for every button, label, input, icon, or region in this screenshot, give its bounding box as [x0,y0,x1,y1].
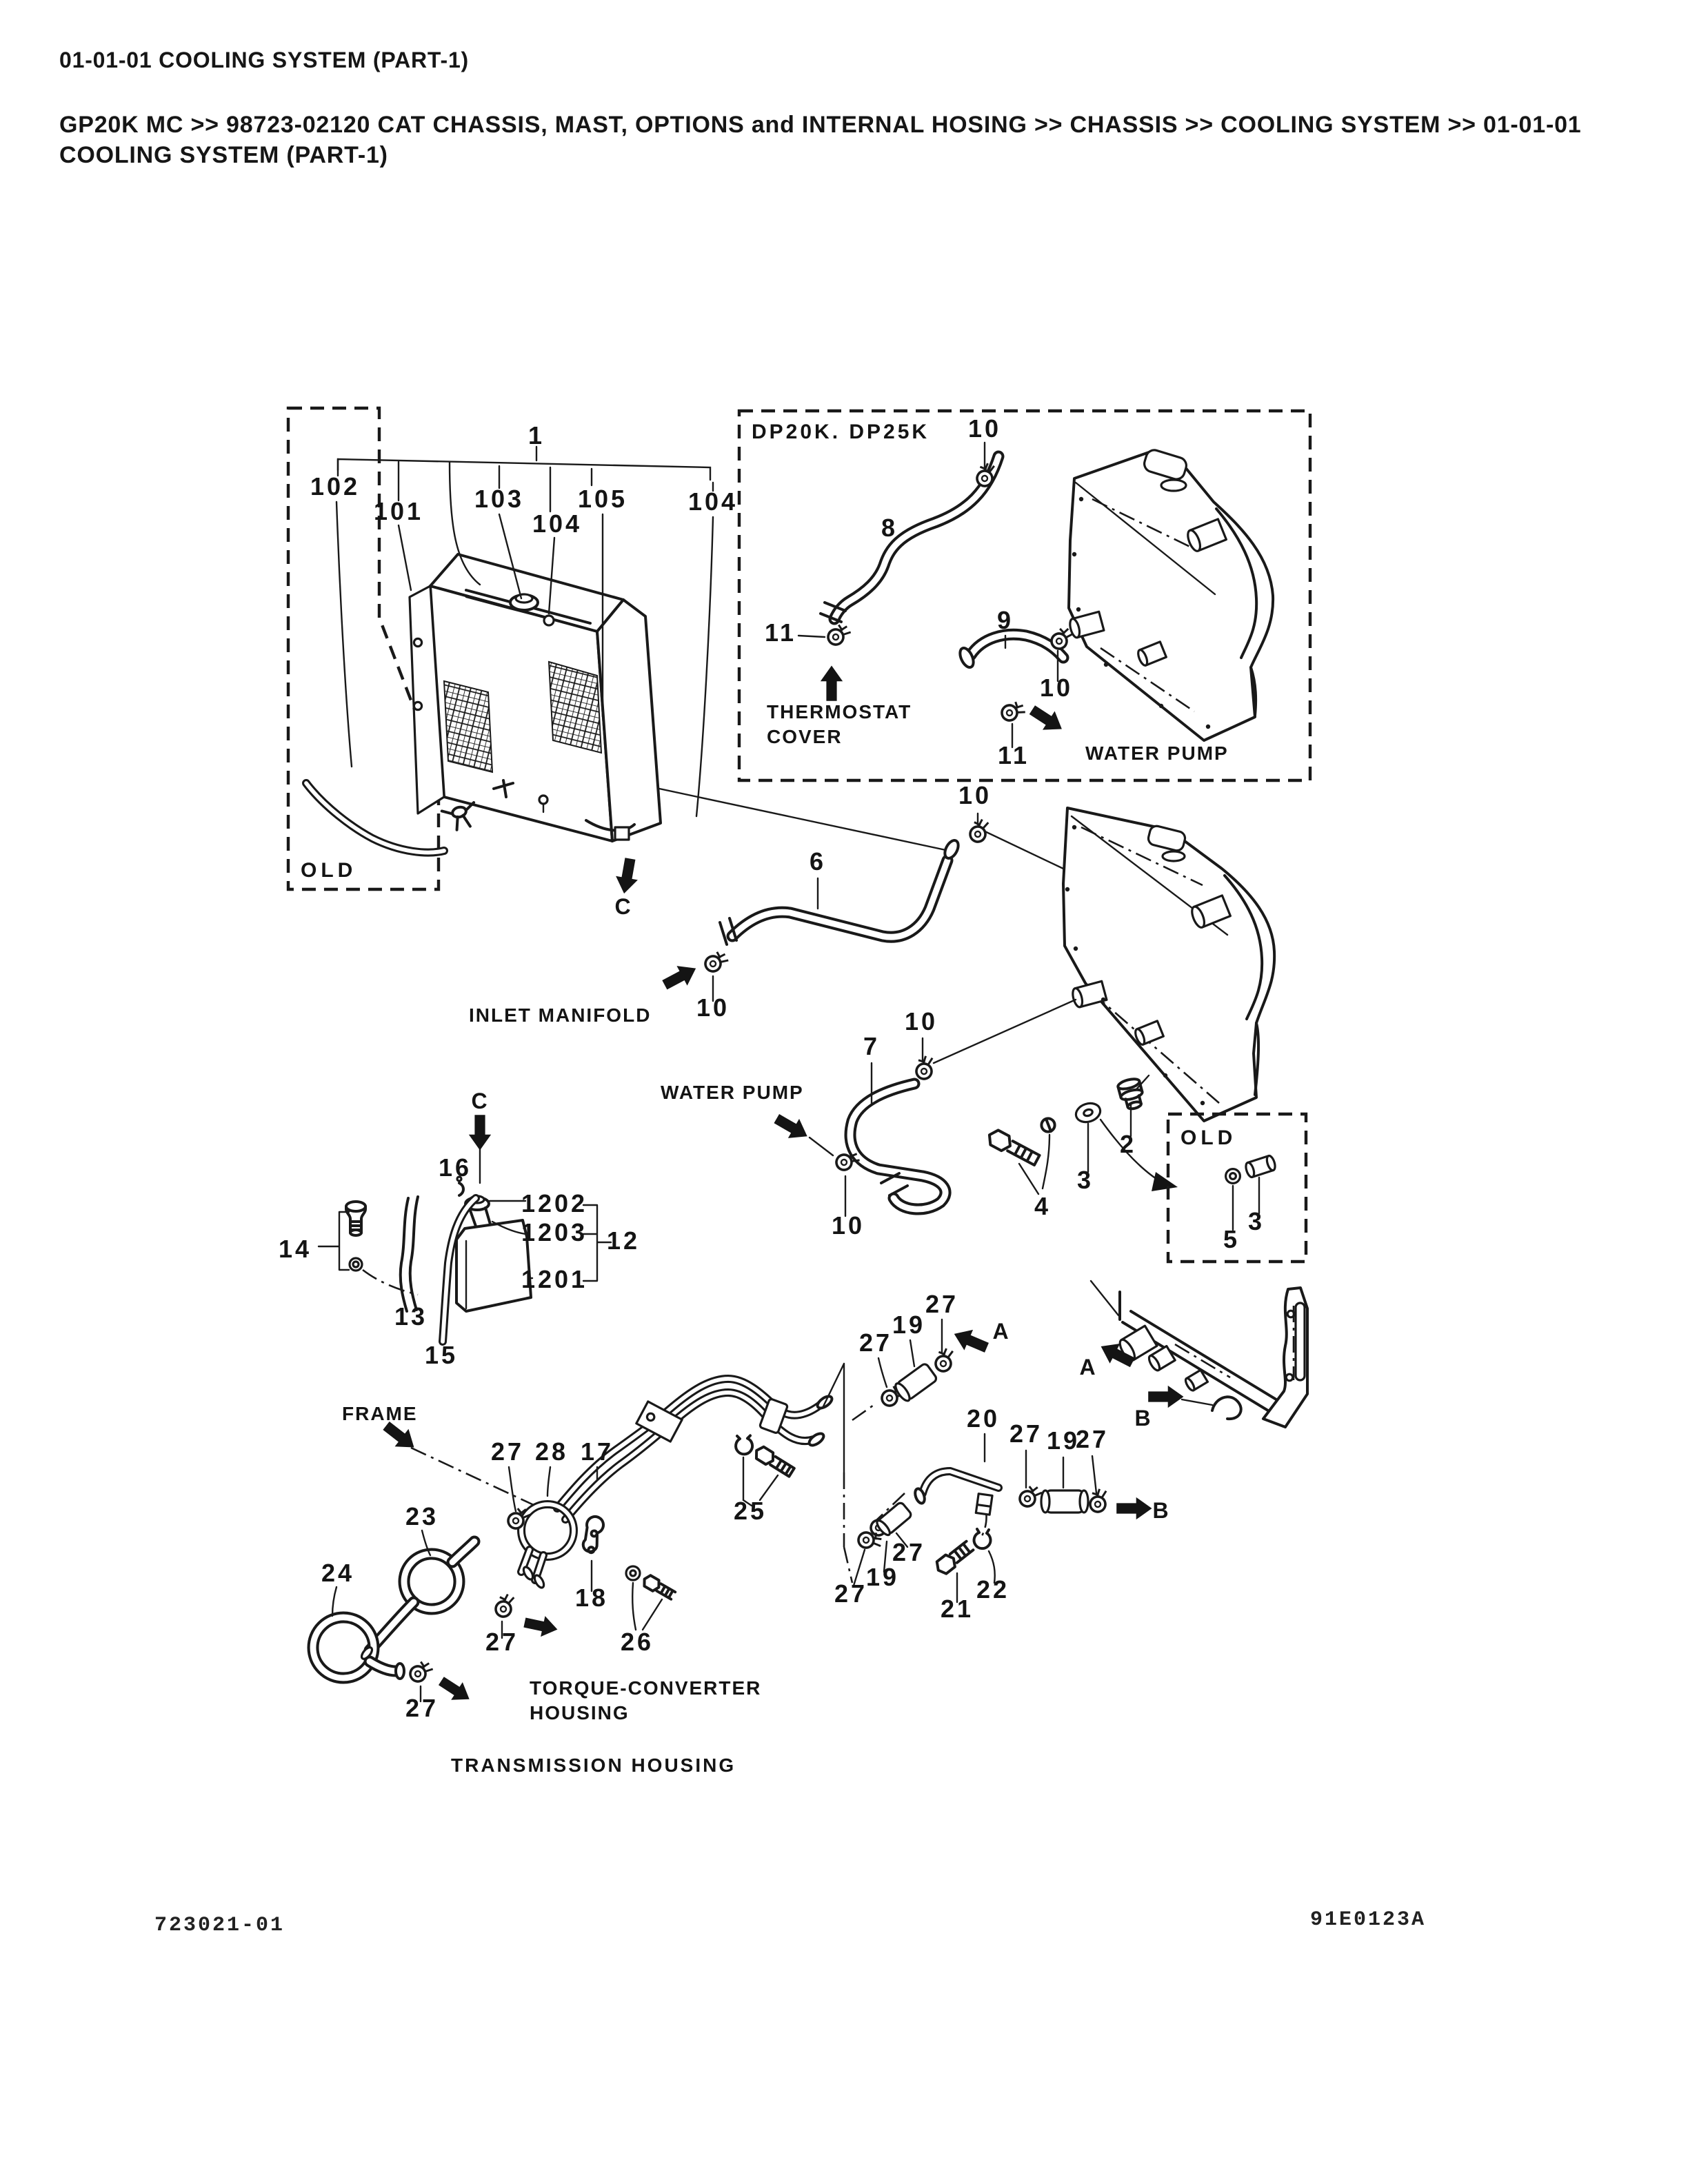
part-number-callout: 10 [696,993,730,1022]
part-number-callout: 15 [424,1341,459,1369]
part-number-callout: 3 [1076,1166,1094,1194]
diagram-text-label: TRANSMISSION HOUSING [451,1755,736,1776]
diagram-text-label: DP20K. DP25K [752,421,930,443]
diagram-text-label: FRAME [342,1403,418,1424]
hose-clamp-27 [1086,1487,1112,1514]
part-number-callout: 16 [438,1153,472,1182]
part-number-callout: 1201 [521,1265,588,1293]
water-pump-arrow-dp [1026,700,1068,738]
part-number-callout: 1203 [521,1218,588,1246]
part-number-callout: 101 [373,497,424,525]
bolt-14 [346,1202,365,1235]
clip-27 [408,1658,434,1685]
engine-block-drawing [1063,808,1274,1121]
part-number-callout: 13 [394,1302,428,1331]
page-title: 01-01-01 COOLING SYSTEM (PART-1) [59,50,470,73]
hose-clamp-11 [826,621,852,648]
snap-ring-25 [736,1435,752,1454]
radiator-hose-6 [703,813,1063,1001]
part-number-callout: 21 [940,1595,974,1623]
view-letter-callout: A [1079,1355,1097,1379]
part-number-callout: 1202 [521,1189,588,1217]
part-number-callout: 27 [490,1437,525,1466]
water-pump-hose-7 [810,1000,1076,1216]
direction-arrow-a [950,1324,991,1358]
thermostat-cover-arrow [821,666,843,701]
part-number-callout: 12 [606,1226,641,1255]
diagram-text-label: THERMOSTAT [767,701,912,722]
part-number-callout: 10 [904,1007,938,1035]
hose-clamp-10 [912,1054,938,1081]
view-letter-callout: C [614,894,632,919]
view-letter-callout: C [471,1089,489,1113]
view-c-arrow-tank [469,1115,491,1150]
part-number-callout: 103 [474,485,525,513]
oil-cooler-pipes-17 [507,1379,834,1589]
part-number-callout: 27 [892,1538,926,1566]
part-number-callout: 10 [1039,674,1074,702]
direction-arrow-hose24 [436,1672,475,1708]
part-number-callout: 27 [834,1579,868,1608]
diagram-text-label: OLD [301,859,357,882]
part-number-callout: 28 [534,1437,569,1466]
diagram-text-label: WATER PUMP [1085,742,1229,764]
part-number-callout: 27 [1075,1425,1109,1453]
bolt-21 [934,1539,974,1576]
part-number-callout: 23 [405,1502,439,1530]
diagram-text-label: TORQUE-CONVERTER [530,1677,762,1699]
inlet-manifold-arrow [659,958,701,995]
part-number-callout: 22 [976,1575,1010,1604]
diagram-text-label: HOUSING [530,1702,630,1723]
part-number-callout: 104 [687,487,738,516]
return-hoses-23-24 [313,1515,676,1701]
part-number-callout: 1 [528,421,545,449]
diagram-text-label: INLET MANIFOLD [469,1004,652,1026]
part-number-callout: 2 [1119,1130,1137,1158]
washer-3 [1074,1100,1103,1125]
part-number-callout: 19 [1046,1426,1081,1455]
water-pump-arrow [771,1109,813,1146]
bolt-4 [985,1128,1041,1168]
hose-clamp-27 [1018,1484,1043,1509]
part-number-callout: 105 [577,485,628,513]
hose-clamp-10 [968,818,992,843]
part-number-callout: 14 [278,1235,312,1263]
hose-clamp-11 [999,697,1028,726]
part-number-callout: 27 [925,1290,959,1318]
part-number-callout: 102 [310,472,361,501]
diagram-text-label: WATER PUMP [661,1082,804,1103]
part-number-callout: 27 [405,1694,439,1722]
part-number-callout: 19 [865,1563,900,1591]
view-letter-callout: A [992,1319,1010,1344]
clip-27 [494,1593,517,1618]
view-letter-callout: B [1152,1498,1170,1523]
footer-figure-code: 91E0123A [1310,1908,1427,1932]
tank-body-1201 [456,1220,531,1311]
part-number-callout: 19 [892,1311,926,1339]
part-number-callout: 11 [764,618,797,647]
old-bushing-3 [1245,1155,1277,1178]
part-number-callout: 27 [485,1628,519,1656]
bolt-25 [753,1445,795,1479]
hose-clamp-27 [932,1347,957,1373]
part-number-callout: 6 [809,847,827,876]
diagram-text-label: COVER [767,726,843,747]
part-number-callout: 27 [858,1328,893,1357]
grommet-18 [580,1515,605,1554]
part-number-callout: 11 [997,741,1030,769]
part-number-callout: 18 [574,1584,609,1612]
diagram-text-label: OLD [1180,1126,1237,1149]
part-number-callout: 26 [620,1628,654,1656]
part-number-callout: 20 [966,1404,1001,1433]
breadcrumb: GP20K MC >> 98723-02120 CAT CHASSIS, MAST, OPTIONS and INTERNAL HOSING >> CHASSIS >> COOLING SYSTEM >> 01-01-01 COOLING SYSTEM (PART-1) [59,112,1582,168]
part-number-callout: 10 [831,1211,865,1240]
hose-clamp-10 [703,948,730,975]
part-number-callout: 3 [1247,1207,1265,1235]
part-number-callout: 10 [958,781,992,809]
snap-ring-22 [974,1529,991,1548]
part-number-callout: 7 [863,1032,881,1060]
part-number-callout: 24 [321,1559,355,1587]
dp-engine-block-drawing [1068,448,1273,740]
part-number-callout: 8 [881,514,898,542]
spring-washer [1041,1118,1054,1131]
part-number-callout: 25 [733,1497,767,1525]
direction-arrow-hose23 [523,1612,560,1640]
replacement-arrow [1152,1172,1178,1191]
thermostat-hose-8 [798,443,998,648]
part-number-callout: 27 [1009,1419,1043,1448]
direction-arrow-b-frame [1148,1386,1183,1408]
bolt-26 [641,1574,676,1601]
drain-cock [442,802,480,832]
part-number-callout: 4 [1034,1192,1052,1220]
view-letter-callout: B [1134,1406,1152,1430]
part-number-callout: 9 [996,606,1014,634]
part-number-callout: 10 [967,414,1002,443]
direction-arrow-b [1116,1497,1152,1519]
part-number-callout: 5 [1223,1225,1240,1253]
part-number-callout: 17 [580,1437,614,1466]
view-c-arrow-radiator [613,857,641,896]
footer-doc-number: 723021-01 [154,1914,285,1937]
part-number-callout: 104 [532,509,583,538]
